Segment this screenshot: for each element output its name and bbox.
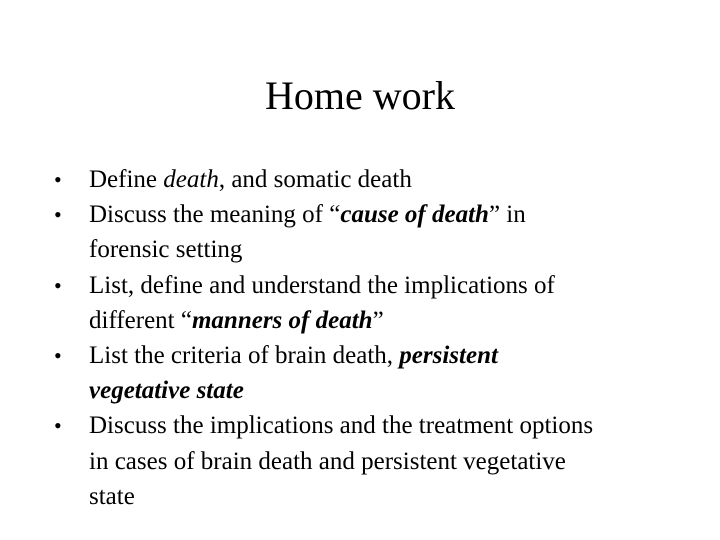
bullet-line <box>89 479 659 514</box>
bullet-text: state <box>89 482 135 510</box>
bullet-text: different “ <box>89 306 192 334</box>
slide-title: Home work <box>265 73 455 118</box>
bullet-item <box>0 268 659 338</box>
bullet-marker: • <box>54 272 62 298</box>
bullet-marker: • <box>54 343 62 369</box>
emphasized-text: vegetative state <box>89 377 244 405</box>
bullet-marker: • <box>54 167 62 192</box>
emphasized-text: cause of death <box>340 201 489 229</box>
bullet-list <box>0 162 659 514</box>
bullet-text: , and somatic death <box>218 166 412 193</box>
bullet-line <box>89 162 659 197</box>
bullet-line <box>89 303 659 338</box>
bullet-text: Discuss the implications and the treatment options <box>89 412 594 440</box>
emphasized-text: death <box>163 166 219 193</box>
bullet-text: Discuss the meaning of “ <box>89 201 341 229</box>
bullet-text: List, define and understand the implications of <box>89 271 555 299</box>
bullet-text: ” in <box>488 201 526 229</box>
bullet-line <box>89 408 659 443</box>
bullet-marker: • <box>54 202 62 228</box>
bullet-text: List the criteria of brain death, <box>89 342 400 370</box>
bullet-text: Define <box>89 166 164 193</box>
bullet-line <box>89 444 659 479</box>
bullet-line <box>89 373 659 408</box>
bullet-item <box>0 408 659 514</box>
bullet-line <box>89 268 659 303</box>
bullet-marker: • <box>54 413 62 439</box>
bullet-item <box>0 197 659 267</box>
bullet-line <box>89 338 659 373</box>
bullet-text: forensic setting <box>89 236 243 264</box>
emphasized-text: persistent <box>399 342 498 370</box>
bullet-line <box>89 197 659 232</box>
bullet-item <box>0 338 659 408</box>
emphasized-text: manners of death <box>191 306 373 334</box>
bullet-line <box>89 232 659 267</box>
bullet-text: ” <box>372 306 384 334</box>
bullet-item <box>0 162 659 197</box>
bullet-text: in cases of brain death and persistent vegetative <box>89 447 566 475</box>
